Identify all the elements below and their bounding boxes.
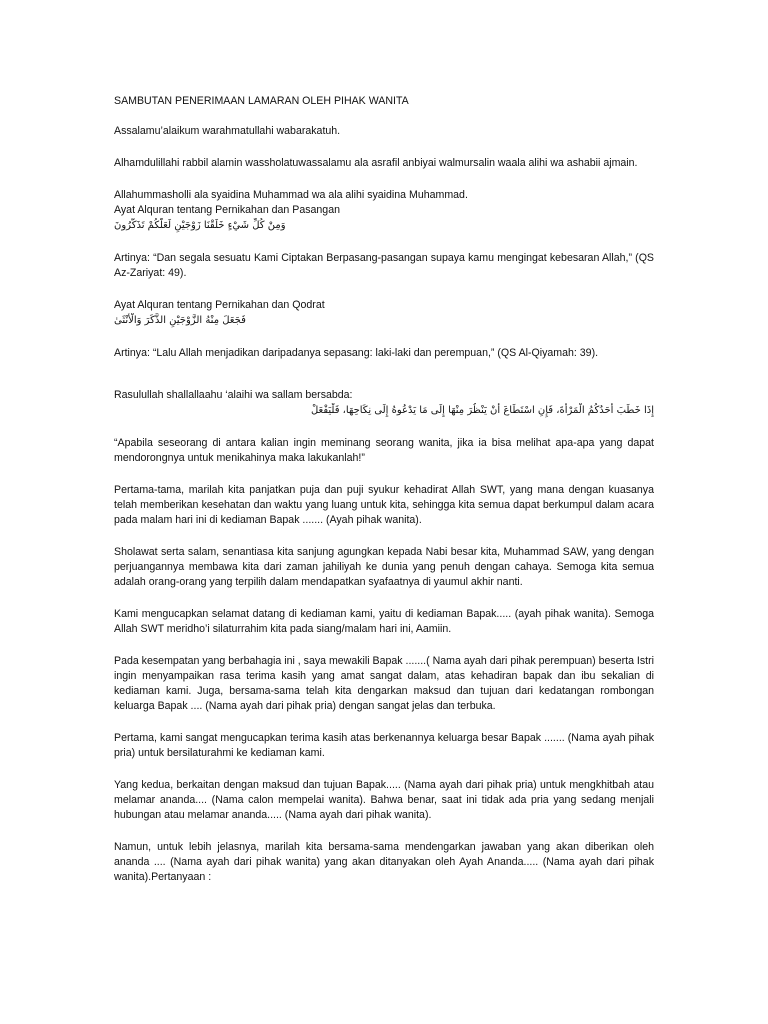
hamdalah-paragraph: Alhamdulillahi rabbil alamin wassholatuwassalamu ala asrafil anbiyai walmursalin waala alihi wa ashabii ajmain. (114, 157, 638, 169)
document-title: SAMBUTAN PENERIMAAN LAMARAN OLEH PIHAK WANITA (114, 95, 409, 107)
hadith-heading: Rasulullah shallallaahu ‘alaihi wa sallam bersabda: (114, 389, 353, 401)
ayat-qodrat-arabic: فَجَعَلَ مِنْهُ الزَّوْجَيْنِ الذَّكَرَ وَالْأُنْثَىٰ (114, 315, 246, 326)
salam-paragraph: Assalamu’alaikum warahmatullahi wabarakatuh. (114, 125, 341, 137)
ayat-qodrat-heading: Ayat Alquran tentang Pernikahan dan Qodrat (114, 299, 325, 311)
ayat-pasangan-heading: Ayat Alquran tentang Pernikahan dan Pasangan (114, 204, 340, 216)
opening-paragraph: Pertama-tama, marilah kita panjatkan puja dan puji syukur kehadirat Allah SWT, yang mana dengan kuasanya telah memberikan kesehatan dan waktu yang luang untuk kita, sehingga kita semua dapat berkumpul dalam acara pada malam hari ini di kediaman Bapak ....... (Ayah pihak wanita). (114, 484, 654, 526)
document-page (114, 94, 654, 902)
welcome-paragraph: Kami mengucapkan selamat datang di kediaman kami, yaitu di kediaman Bapak..... (ayah pihak wanita). Semoga Allah SWT meridho’i silaturrahim kita pada siang/malam hari ini, Aamiin. (114, 608, 654, 635)
ayat-qodrat-block (114, 298, 654, 329)
closing-paragraph: Namun, untuk lebih jelasnya, marilah kita bersama-sama mendengarkan jawaban yang akan diberikan oleh ananda .... (Nama ayah dari pihak wanita) yang akan ditanyakan oleh Ayah Ananda..... (Nama ayah dari pihak wanita).Pertanyaan : (114, 841, 654, 883)
second-point-paragraph: Yang kedua, berkaitan dengan maksud dan tujuan Bapak..... (Nama ayah dari pihak pria) untuk mengkhitbah atau melamar ananda.... (Nama calon mempelai wanita). Bahwa benar, saat ini tidak ada pria yang sedang menjali hubungan atau melamar ananda..... (Nama ayah dari pihak wanita). (114, 779, 654, 821)
ayat-qodrat-translation: Artinya: “Lalu Allah menjadikan daripadanya sepasang: laki-laki dan perempuan,” (QS Al-Qiyamah: 39). (114, 347, 599, 359)
ayat-pasangan-arabic: وَمِنْ كُلِّ شَيْءٍ خَلَقْنَا زَوْجَيْنِ لَعَلَّكُمْ تَذَكَّرُونَ (114, 220, 286, 231)
hadith-arabic: إِذَا خَطَبَ أَحَدُكُمُ الْمَرْأَةَ، فَإِنِ اسْتَطَاعَ أَنْ يَنْظُرَ مِنْهَا إِلَى مَا يَدْعُوهُ إِلَى نِكَاحِهَا، فَلْيَفْعَلْ (310, 405, 654, 416)
first-point-paragraph: Pertama, kami sangat mengucapkan terima kasih atas berkenannya keluarga besar Bapak ....... (Nama ayah pihak pria) untuk bersilaturahmi ke kediaman kami. (114, 732, 654, 759)
ayat-pasangan-block (114, 188, 654, 234)
gratitude-paragraph: Pada kesempatan yang berbahagia ini , saya mewakili Bapak .......( Nama ayah dari pihak perempuan) beserta Istri ingin menyampaikan rasa terima kasih yang amat sangat dalam, atas kehadiran bapak dan ibu sekalian di kediaman kami. Juga, bersama-sama telah kita dengarkan maksud dan tujuan dari kedatangan rombongan keluarga Bapak .... (Nama ayah dari pihak pria) dengan sangat jelas dan terbuka. (114, 655, 654, 712)
sholawat-paragraph: Sholawat serta salam, senantiasa kita sanjung agungkan kepada Nabi besar kita, Muhammad SAW, yang dengan perjuangannya membawa kita dari zaman jahiliyah ke dunia yang penuh dengan cahaya. Semoga kita semua adalah orang-orang yang terpilih dalam mendapatkan syafaatnya di yaumul akhir nanti. (114, 546, 654, 588)
ayat-pasangan-translation: Artinya: “Dan segala sesuatu Kami Ciptakan Berpasang-pasangan supaya kamu mengingat kebesaran Allah,” (QS Az-Zariyat: 49). (114, 252, 654, 279)
hadith-block (114, 388, 654, 419)
hadith-translation: “Apabila seseorang di antara kalian ingin meminang seorang wanita, jika ia bisa melihat apa-apa yang dapat mendorongnya untuk menikahinya maka lakukanlah!” (114, 437, 654, 464)
sholawat-line: Allahummasholli ala syaidina Muhammad wa ala alihi syaidina Muhammad. (114, 189, 468, 201)
